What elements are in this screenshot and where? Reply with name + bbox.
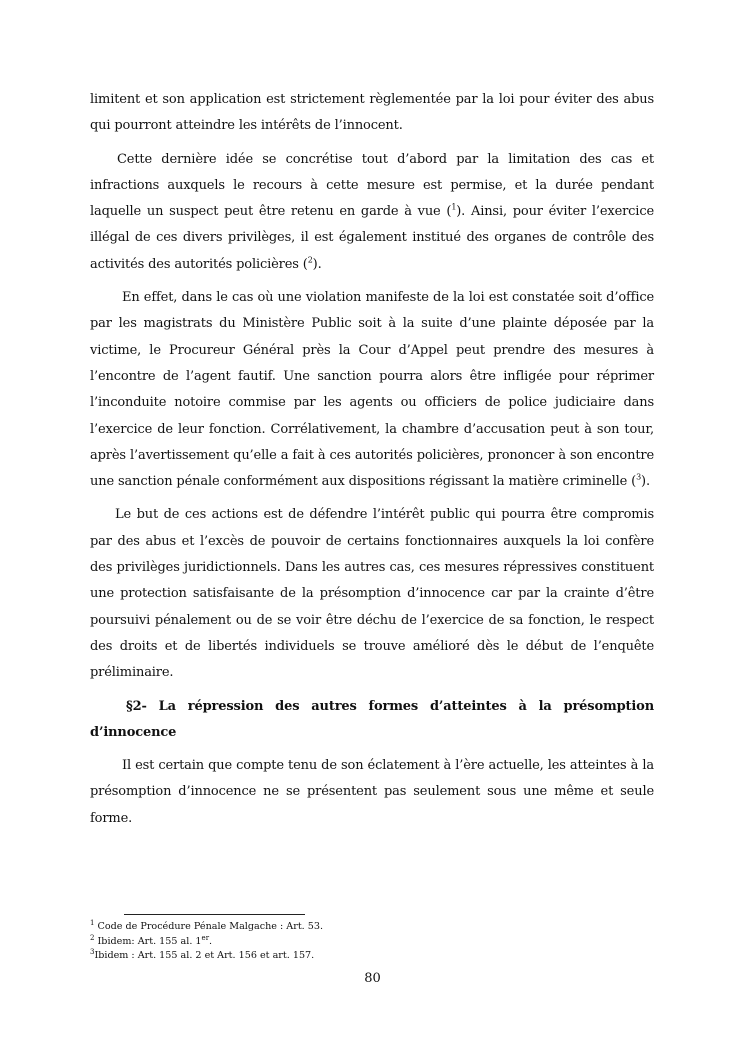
paragraph-2-text-b: ). Ainsi, pour éviter l’exercice illégal de ces divers privilèges, il est également institué des organes de contrôle des activités des autorités policières ( (90, 204, 654, 272)
footnote-3-text: Ibidem : Art. 155 al. 2 et Art. 156 et art. 157. (94, 950, 315, 961)
paragraph-2 (90, 147, 654, 278)
paragraph-2-text-c: ). (312, 256, 322, 272)
section-heading: §2- La répression des autres formes d’atteintes à la présomption d’innocence (90, 698, 654, 740)
footnote-3 (90, 949, 650, 964)
paragraph-4-text: Le but de ces actions est de défendre l’intérêt public qui pourra être compromis par des abus et l’excès de pouvoir de certains fonctionnaires auxquels la loi confère des privilèges juridictionnels. Dans les autres cas, ces mesures répressives constituent une protection satisfaisante de la présomption d’innocence car par la crainte d’être poursuivi pénalement ou de se voir être déchu de l’exercice de sa fonction, le respect des droits et de libertés individuels se trouve amélioré dès le début de l’enquête préliminaire. (90, 507, 654, 681)
footnote-separator (124, 914, 305, 915)
footnote-1-number: 1 (90, 918, 95, 927)
footnotes (90, 920, 650, 964)
paragraph-4 (90, 502, 654, 686)
body-text (90, 87, 654, 839)
paragraph-3-text-b: ). (641, 474, 650, 490)
footnote-ref-2[interactable]: 2 (307, 255, 313, 265)
footnote-1-text: Code de Procédure Pénale Malgache : Art. 53. (94, 921, 324, 932)
footnote-2-number: 2 (90, 933, 95, 942)
footnote-ref-3[interactable]: 3 (636, 472, 642, 482)
footnote-ref-1[interactable]: 1 (451, 202, 457, 212)
paragraph-5 (90, 753, 654, 832)
paragraph-1-text: limitent et son application est strictement règlementée par la loi pour éviter des abus qui pourront atteindre les intérêts de l’innocent. (90, 92, 654, 134)
footnote-1 (90, 920, 650, 935)
paragraph-3-text-a: En effet, dans le cas où une violation manifeste de la loi est constatée soit d’office par les magistrats du Ministère Public soit à la suite d’une plainte déposée par la victime, le Procureur Général près la Cour d’Appel peut prendre des mesures à l’encontre de l’agent fautif. Une sanction pourra alors être infligée pour réprimer l’inconduite notoire commise par les agents ou officiers de police judiciaire dans l’exercice de leur fonction. Corrélativement, la chambre d’accusation peut à son tour, après l’avertissement qu’elle a fait à ces autorités policières, prononcer à son encontre une sanction pénale conformément aux dispositions régissant la matière criminelle ( (90, 290, 654, 490)
footnote-2-text: Ibidem: Art. 155 al. 1 (94, 935, 202, 947)
footnote-2-superscript: er (201, 933, 210, 942)
footnote-2-after: . (209, 935, 213, 947)
paragraph-5-text: Il est certain que compte tenu de son éclatement à l’ère actuelle, les atteintes à la présomption d’innocence ne se présentent pas seulement sous une même et seule forme. (90, 758, 654, 826)
paragraph-3 (90, 285, 654, 495)
footnote-2 (90, 935, 650, 950)
footnote-3-number: 3 (90, 947, 95, 956)
paragraph-1 (90, 87, 654, 140)
page-number: 80 (364, 971, 381, 986)
paragraph-2-text-a: Cette dernière idée se concrétise tout d’abord par la limitation des cas et infractions auxquels le recours à cette mesure est permise, et la durée pendant laquelle un suspect peut être retenu en garde à vue ( (90, 151, 654, 220)
